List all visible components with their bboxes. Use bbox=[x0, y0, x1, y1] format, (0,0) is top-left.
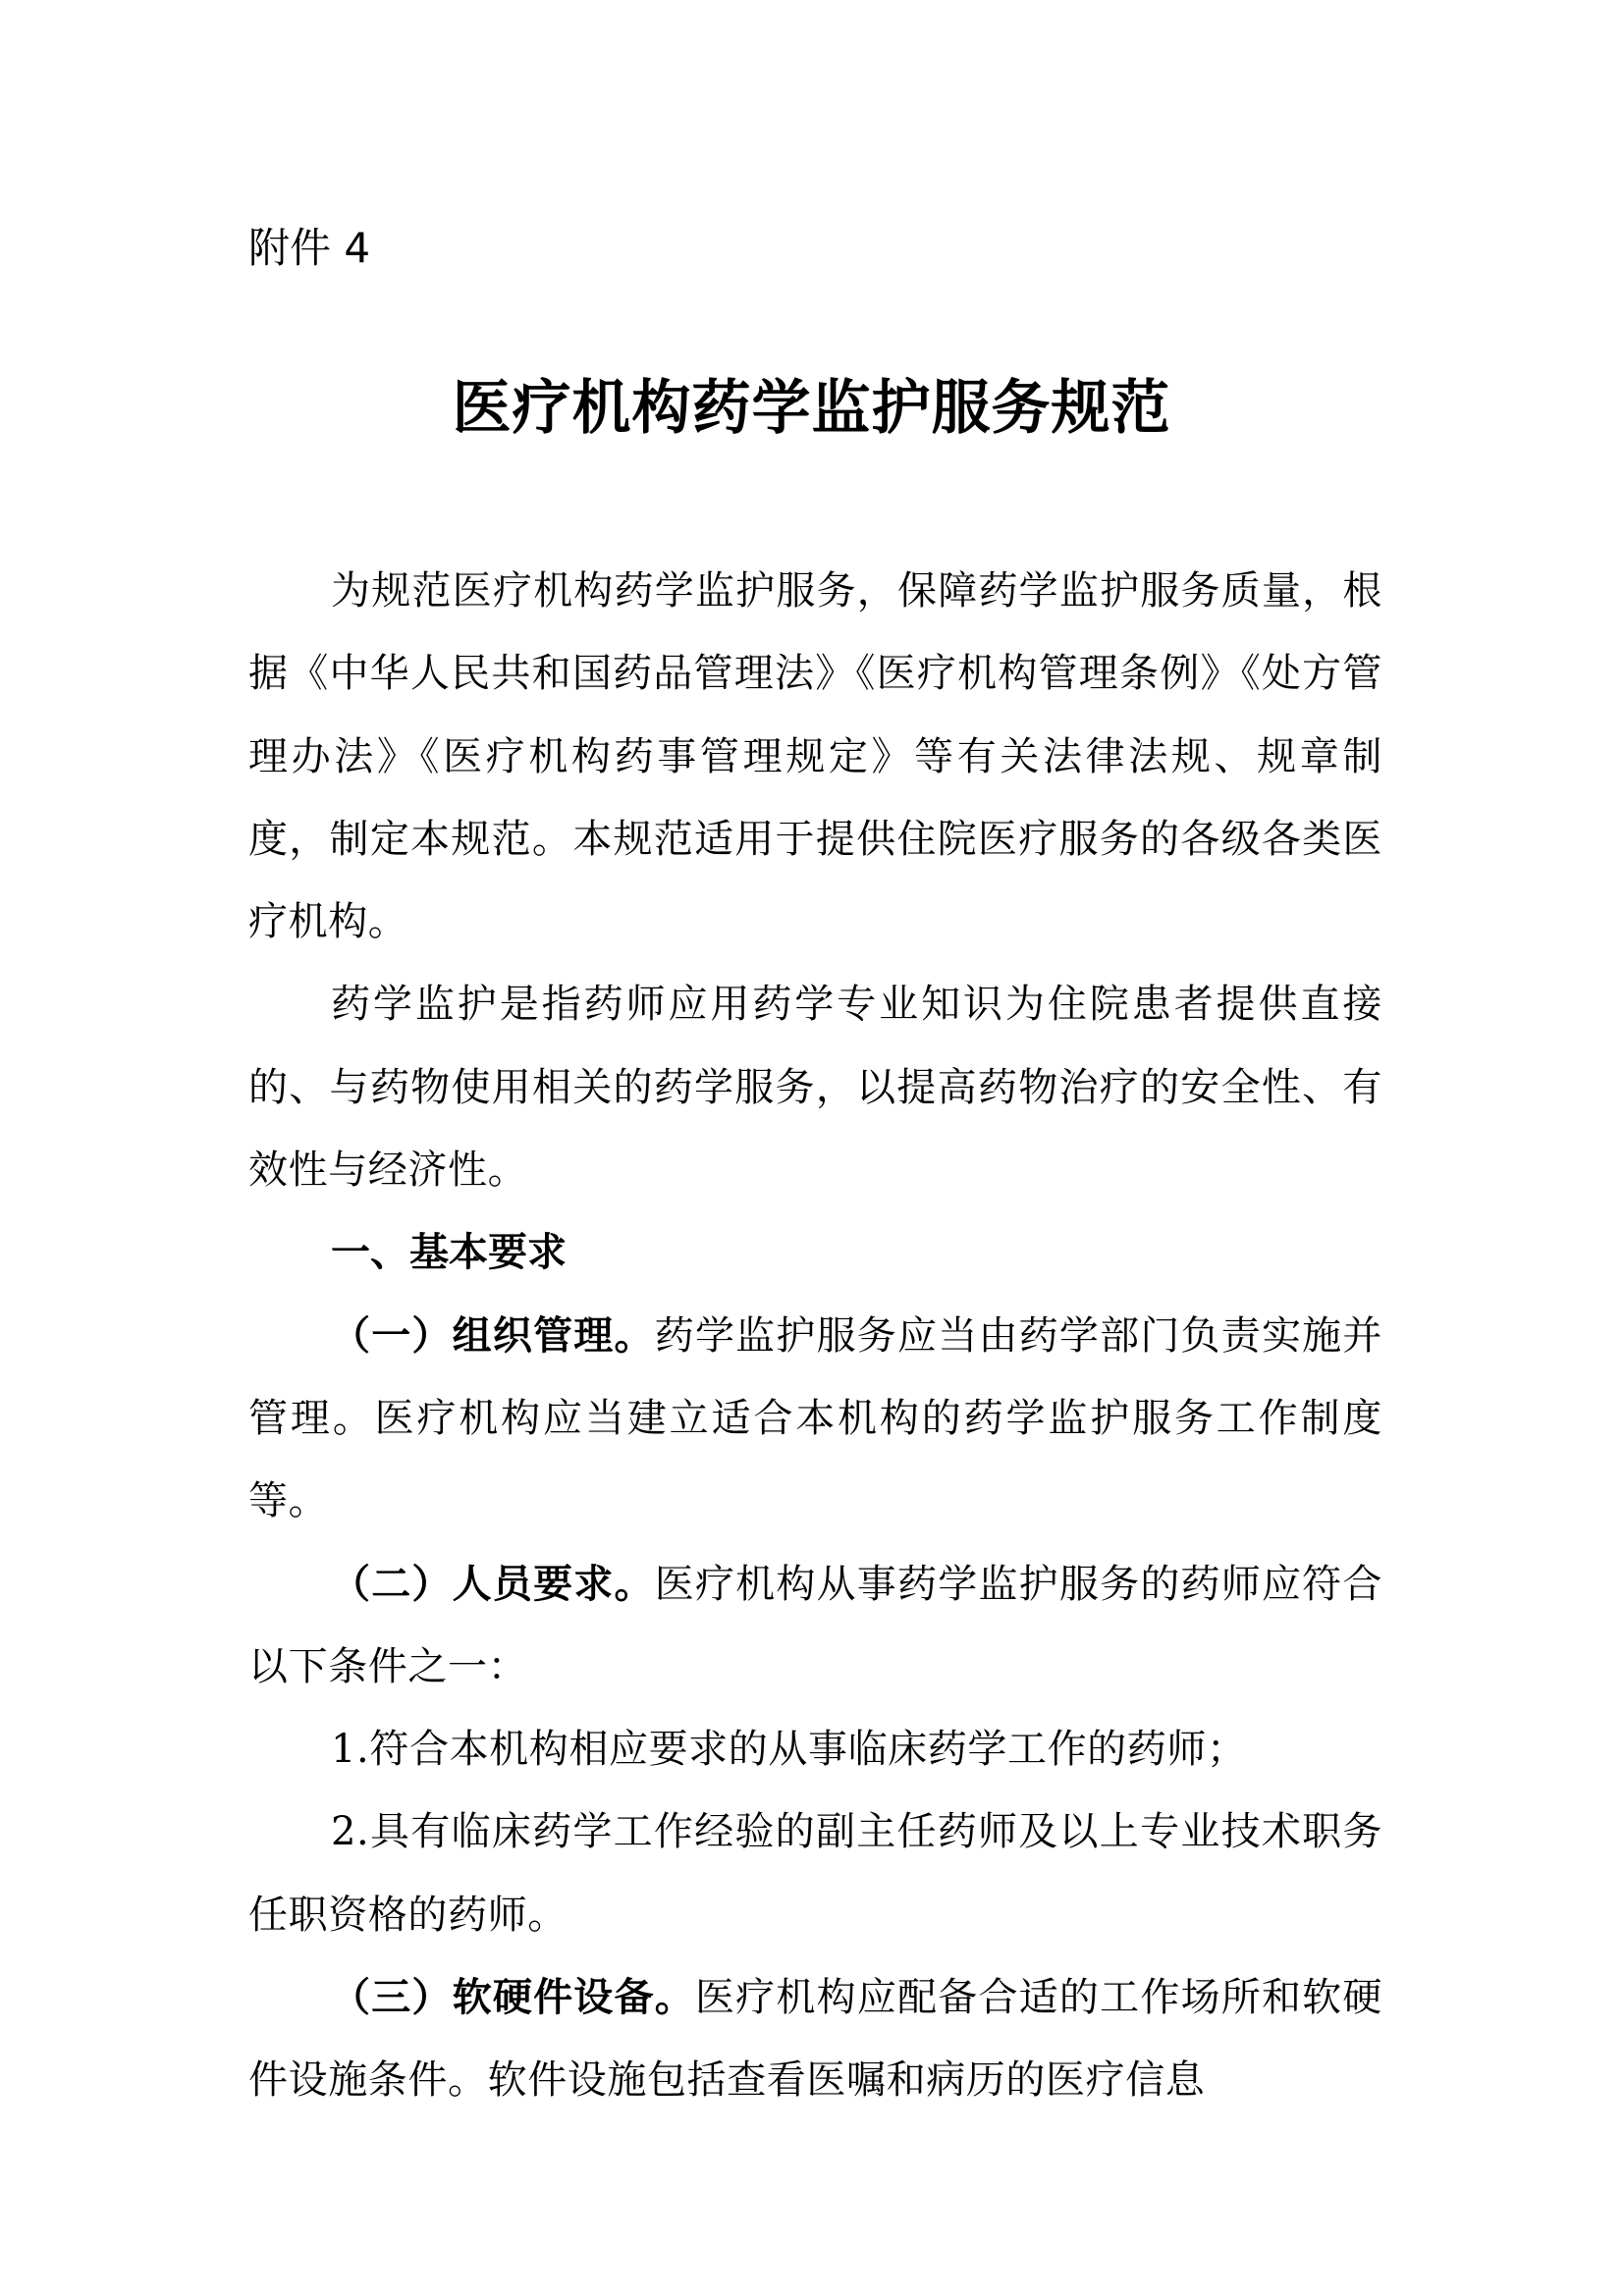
item-hardware-software bbox=[248, 1956, 1382, 2122]
item-label: （二）人员要求。 bbox=[331, 1560, 655, 1607]
item-text: 医疗机构应配备合适的工作场所和软硬件设施条件。软件设施包括查看医嘱和病历的医疗信息 bbox=[248, 1975, 1383, 2104]
document-title: 医疗机构药学监护服务规范 bbox=[452, 374, 1171, 443]
section-heading-basic-requirements: 一、基本要求 bbox=[331, 1230, 567, 1276]
item-organization-management bbox=[248, 1295, 1382, 1543]
attachment-label: 附件 4 bbox=[248, 224, 371, 272]
item-personnel-requirements bbox=[248, 1543, 1382, 1709]
intro-paragraph-1: 为规范医疗机构药学监护服务，保障药学监护服务质量，根据《中华人民共和国药品管理法》《医疗机构管理条例》《处方管理办法》《医疗机构药事管理规定》等有关法律法规、规章制度，制定本规范。本规范适用于提供住院医疗服务的各级各类医疗机构。 bbox=[248, 568, 1382, 945]
item-label: （三）软硬件设备。 bbox=[331, 1974, 695, 2021]
item-label: （一）组织管理。 bbox=[331, 1311, 655, 1359]
item-text: 医疗机构从事药学监护服务的药师应符合以下条件之一： bbox=[248, 1561, 1382, 1689]
condition-item-1: 1.符合本机构相应要求的从事临床药学工作的药师； bbox=[331, 1727, 1247, 1773]
document-body bbox=[248, 550, 1382, 2122]
item-text: 药学监护服务应当由药学部门负责实施并管理。医疗机构应当建立适合本机构的药学监护服务工作制度等。 bbox=[248, 1312, 1382, 1524]
condition-item-2: 2.具有临床药学工作经验的副主任药师及以上专业技术职务任职资格的药师。 bbox=[248, 1809, 1382, 1938]
intro-paragraph-2: 药学监护是指药师应用药学专业知识为住院患者提供直接的、与药物使用相关的药学服务，以提高药物治疗的安全性、有效性与经济性。 bbox=[248, 982, 1382, 1194]
